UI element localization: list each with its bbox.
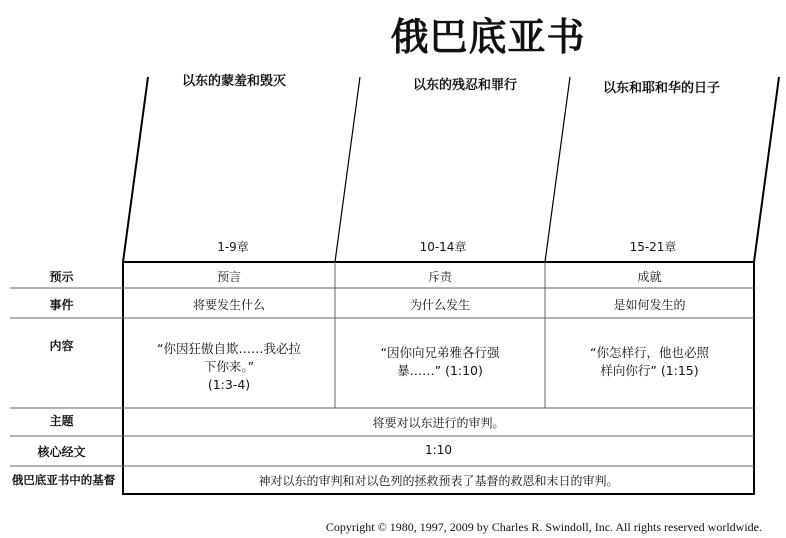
slant-divider-left xyxy=(123,77,148,262)
content-line: “你怎样行，他也必照 xyxy=(590,345,709,360)
slant-divider-right xyxy=(754,77,779,262)
content-line: “因你向兄弟雅各行强 xyxy=(380,345,500,360)
revelation-cell-3: 成就 xyxy=(637,270,662,284)
theme-cell: 将要对以东进行的审判。 xyxy=(372,416,505,430)
section-title-1: 以东的蒙羞和毁灭 xyxy=(182,74,287,89)
slant-divider-2 xyxy=(545,77,570,262)
chapters-3: 15-21章 xyxy=(629,240,677,254)
row-label-christ: 俄巴底亚书中的基督 xyxy=(11,473,116,487)
content-cell-2 xyxy=(335,344,545,380)
content-line: 下你来。” xyxy=(203,359,255,374)
revelation-cell-1: 预言 xyxy=(216,270,241,284)
content-line: “你因狂傲自欺……我必拉 xyxy=(157,341,301,356)
content-line: 样向你行” (1:15) xyxy=(600,363,699,378)
content-ref: (1:10) xyxy=(445,363,483,378)
row-label-event: 事件 xyxy=(49,298,74,312)
slant-divider-1 xyxy=(335,77,360,262)
revelation-cell-2: 斥责 xyxy=(427,270,452,284)
content-ref: (1:15) xyxy=(660,363,699,378)
row-label-revelation: 预示 xyxy=(49,270,74,284)
content-cell-3 xyxy=(545,344,754,380)
section-title-3: 以东和耶和华的日子 xyxy=(603,81,721,96)
key-verse-cell: 1:10 xyxy=(425,443,452,457)
section-title-2: 以东的残忍和罪行 xyxy=(413,78,518,93)
chapters-2: 10-14章 xyxy=(419,240,467,254)
event-cell-3: 是如何发生的 xyxy=(613,298,686,312)
row-label-key-verse: 核心经文 xyxy=(37,445,86,459)
event-cell-2: 为什么发生 xyxy=(409,298,470,312)
row-label-content: 内容 xyxy=(49,339,74,353)
row-label-theme: 主题 xyxy=(49,414,74,428)
content-ref: (1:3-4) xyxy=(207,377,251,392)
chapters-1: 1-9章 xyxy=(217,240,249,254)
christ-cell: 神对以东的审判和对以色列的拯救预表了基督的救恩和末日的审判。 xyxy=(258,474,619,488)
page-title: 俄巴底亚书 xyxy=(390,14,586,59)
content-cell-1 xyxy=(123,340,335,394)
event-cell-1: 将要发生什么 xyxy=(192,298,265,312)
content-line: 暴……” (1:10) xyxy=(397,363,483,378)
copyright-notice: Copyright © 1980, 1997, 2009 by Charles R. Swindoll, Inc. All rights reserved worldwide. xyxy=(325,520,762,534)
